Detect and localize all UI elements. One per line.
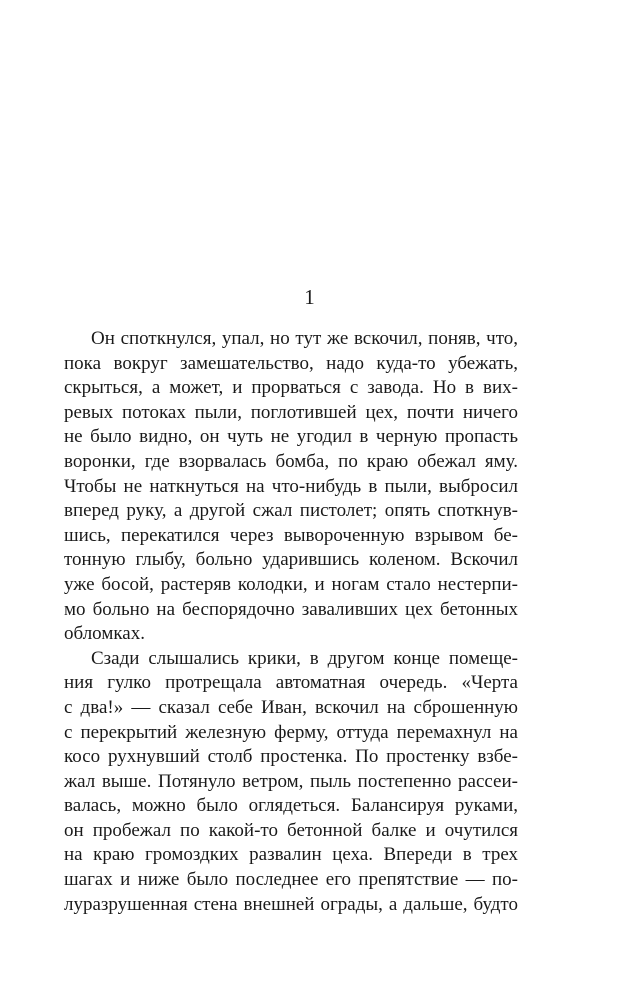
text-line: обломках. xyxy=(64,623,145,645)
text-line: Он споткнулся, упал, но тут же вскочил, поняв, что, xyxy=(91,328,518,349)
text-line: уже босой, растеряв колодки, и ногам стало нестерпи- xyxy=(64,573,518,595)
text-line: косо рухнувший столб простенка. По простенку взбе- xyxy=(64,746,518,768)
text-line: не было видно, он чуть не угодил в черную пропасть xyxy=(64,426,518,448)
text-line: шагах и ниже было последнее его препятствие — по- xyxy=(64,869,518,891)
text-line: скрыться, а может, и прорваться с завода. Но в вих- xyxy=(64,377,518,399)
body-text xyxy=(64,327,518,917)
text-line: мо больно на беспорядочно заваливших цех бетонных xyxy=(64,598,518,620)
text-line: пока вокруг замешательство, надо куда-то убежать, xyxy=(64,352,518,374)
text-line: шись, перекатился через вывороченную взрывом бе- xyxy=(64,524,518,546)
text-line: Чтобы не наткнуться на что-нибудь в пыли, выбросил xyxy=(64,475,518,497)
text-line: тонную глыбу, больно ударившись коленом. Вскочил xyxy=(64,549,518,571)
text-line: вперед руку, а другой сжал пистолет; опять споткнув- xyxy=(64,500,518,522)
text-line: жал выше. Потянуло ветром, пыль постепенно рассеи- xyxy=(64,770,518,792)
text-line: луразрушенная стена внешней ограды, а дальше, будто xyxy=(64,893,518,915)
text-line: ния гулко протрещала автоматная очередь. «Черта xyxy=(64,672,518,694)
text-line: Сзади слышались крики, в другом конце помеще- xyxy=(91,647,518,669)
text-line: ревых потоках пыли, поглотившей цех, почти ничего xyxy=(64,401,518,423)
chapter-number: 1 xyxy=(304,285,315,309)
text-line: с перекрытий железную ферму, оттуда перемахнул на xyxy=(64,721,518,743)
text-line: валась, можно было оглядеться. Балансируя руками, xyxy=(64,795,518,817)
text-line: с два!» — сказал себе Иван, вскочил на сброшенную xyxy=(64,696,518,718)
text-line: на краю громоздких развалин цеха. Впереди в трех xyxy=(64,844,518,866)
text-line: воронки, где взорвалась бомба, по краю обежал яму. xyxy=(64,450,518,472)
text-line: он пробежал по какой-то бетонной балке и очутился xyxy=(64,819,518,841)
